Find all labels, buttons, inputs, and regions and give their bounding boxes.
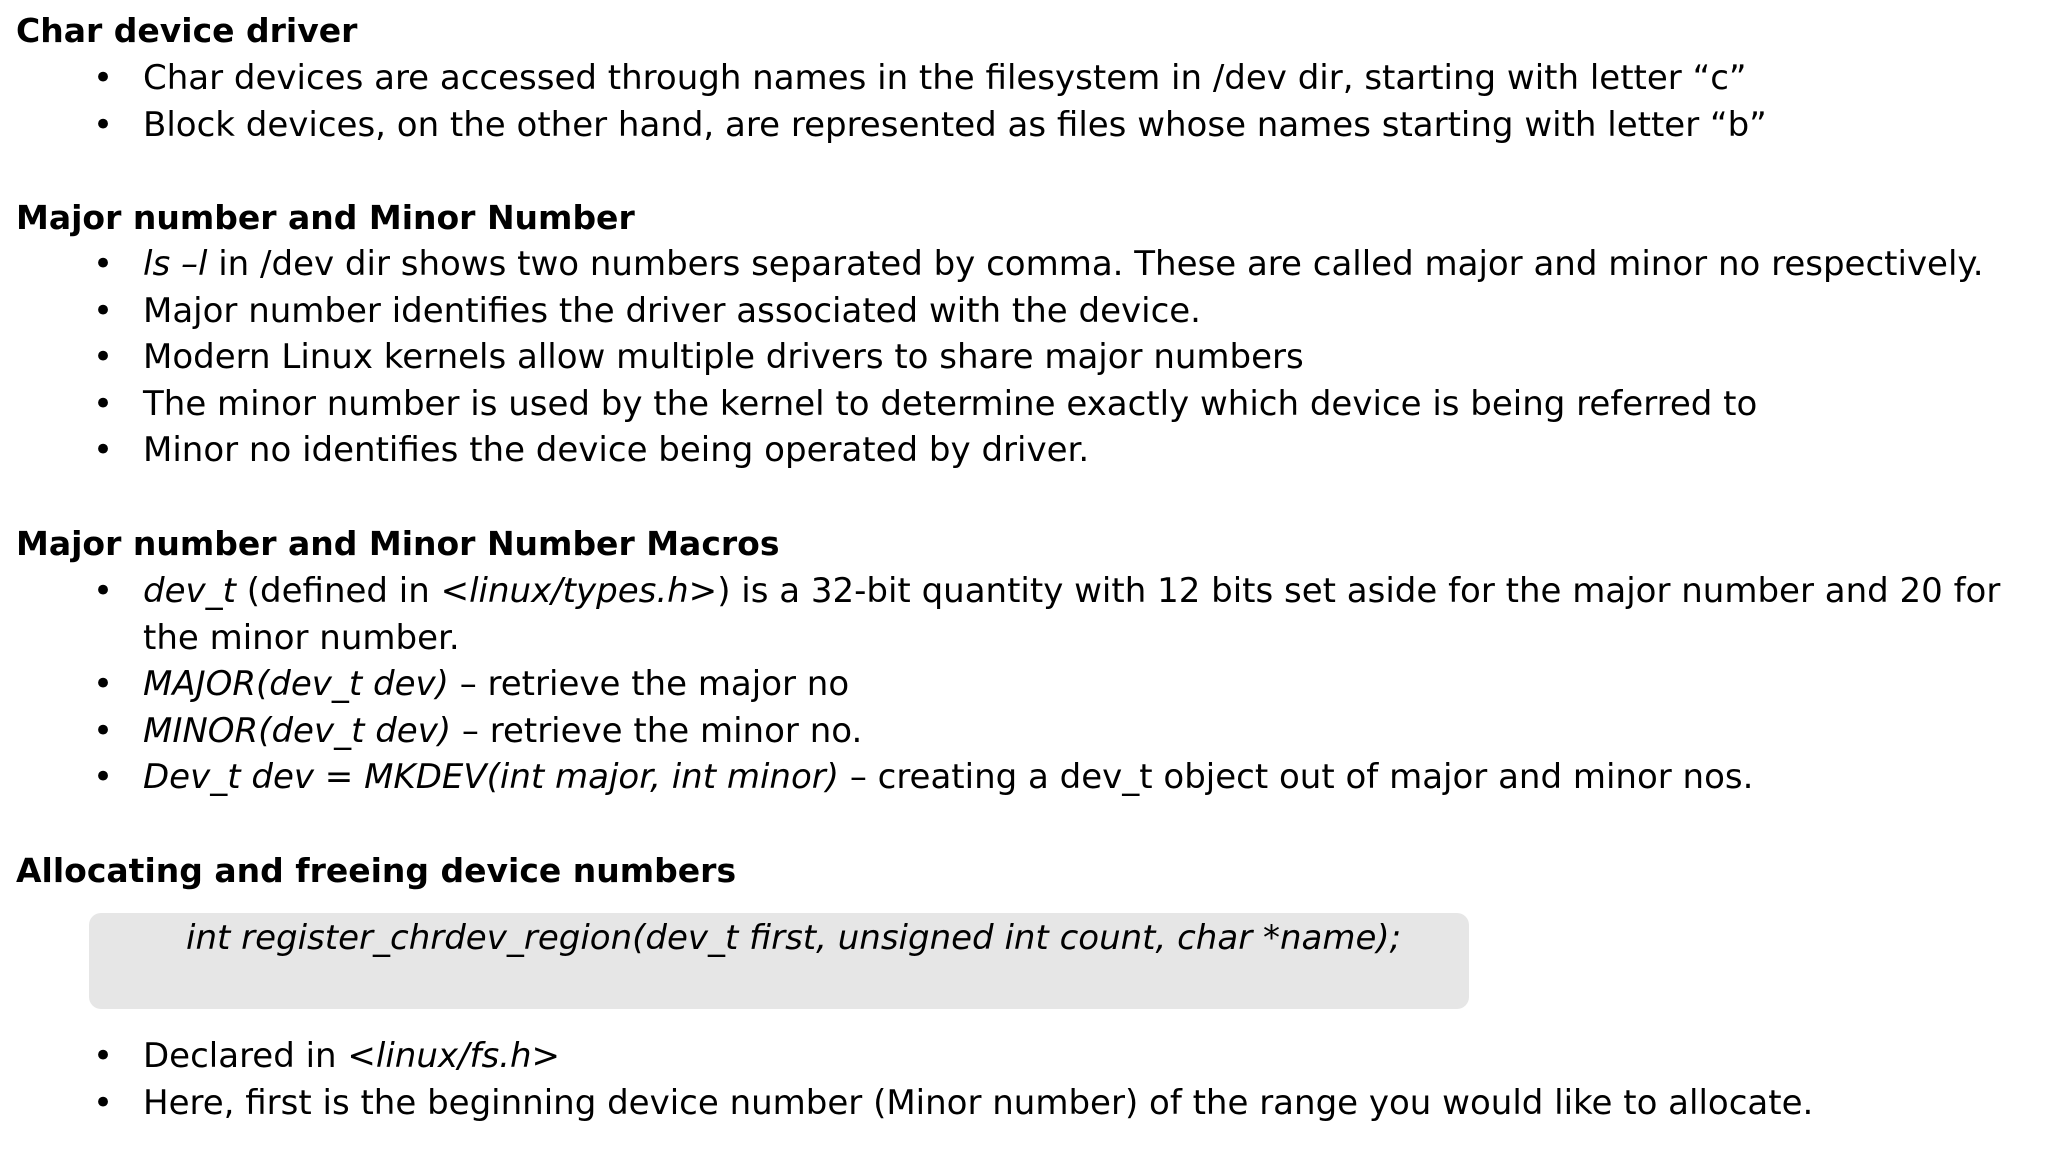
list-item [0, 334, 2048, 381]
macro-minor: MINOR(dev_t dev) [143, 710, 452, 751]
bullet-text [143, 708, 2028, 755]
bullet-text-rest: – retrieve the major no [448, 664, 850, 704]
bullet-text [143, 568, 2028, 661]
bullet-text-part: (defined in [235, 571, 441, 611]
bullet-text [143, 661, 2028, 708]
heading-allocating-freeing: Allocating and freeing device numbers [16, 851, 737, 890]
bullet-icon: • [93, 244, 114, 284]
list-item [0, 288, 2048, 335]
bullet-icon: • [93, 1036, 114, 1076]
command-ls-l: ls –l [143, 244, 208, 284]
heading-major-minor-macros: Major number and Minor Number Macros [16, 524, 780, 563]
bullet-icon: • [93, 757, 114, 797]
bullet-text-rest: – retrieve the minor no. [451, 710, 863, 751]
bullet-icon: • [93, 430, 114, 470]
bullet-text-rest: ) is a 32-bit quantity with 12 bits set aside for the major number and 20 for the minor number. [143, 571, 2001, 658]
heading-char-device-driver: Char device driver [16, 11, 358, 50]
bullet-text: Block devices, on the other hand, are represented as files whose names starting with letter “b” [143, 104, 1767, 145]
bullet-icon: • [93, 383, 114, 424]
bullet-text [143, 1033, 2028, 1080]
code-register-chrdev-region: int register_chrdev_region(dev_t first, unsigned int count, char *name); [186, 918, 1402, 958]
allocating-bullets [0, 1033, 2048, 1126]
bullet-icon: • [93, 58, 114, 98]
bullet-text: Char devices are accessed through names in the filesystem in /dev dir, starting with letter “c” [143, 58, 1747, 98]
type-dev-t: dev_t [143, 571, 236, 611]
bullet-text: Major number identifies the driver associated with the device. [143, 290, 1201, 331]
list-item [0, 568, 2048, 661]
bullet-text-rest: in /dev dir shows two numbers separated by comma. These are called major and minor no respectively. [207, 244, 1984, 284]
macro-major: MAJOR(dev_t dev) [143, 664, 449, 704]
bullet-icon: • [93, 337, 114, 377]
bullet-icon: • [93, 710, 114, 751]
heading-major-minor-number: Major number and Minor Number [16, 198, 635, 237]
bullet-text: Modern Linux kernels allow multiple drivers to share major numbers [143, 337, 1304, 377]
header-linux-fs: <linux/fs.h> [347, 1036, 561, 1076]
list-item [0, 1080, 2048, 1127]
list-item [0, 241, 2048, 288]
header-linux-types: <linux/types.h> [440, 571, 718, 611]
list-item [0, 102, 2048, 149]
list-item [0, 661, 2048, 708]
code-block [89, 913, 1469, 1009]
bullet-text [143, 754, 2028, 801]
macros-bullets [0, 568, 2048, 801]
list-item [0, 1033, 2048, 1080]
bullet-text [143, 241, 2028, 288]
bullet-icon: • [93, 104, 114, 145]
bullet-icon: • [93, 1082, 114, 1123]
char-device-bullets [0, 55, 2048, 148]
list-item [0, 381, 2048, 428]
bullet-icon: • [93, 571, 114, 611]
list-item [0, 754, 2048, 801]
bullet-text: The minor number is used by the kernel to determine exactly which device is being referred to [143, 383, 1758, 424]
list-item [0, 55, 2048, 102]
bullet-text-part: Declared in [143, 1036, 348, 1076]
bullet-text-rest: – creating a dev_t object out of major and minor nos. [839, 757, 1754, 797]
bullet-text: Here, first is the beginning device number (Minor number) of the range you would like to allocate. [143, 1082, 1814, 1123]
bullet-icon: • [93, 664, 114, 704]
list-item [0, 708, 2048, 755]
macro-mkdev: Dev_t dev = MKDEV(int major, int minor) [143, 757, 840, 797]
bullet-icon: • [93, 290, 114, 331]
list-item [0, 427, 2048, 474]
bullet-text: Minor no identifies the device being operated by driver. [143, 430, 1090, 470]
major-minor-bullets [0, 241, 2048, 474]
